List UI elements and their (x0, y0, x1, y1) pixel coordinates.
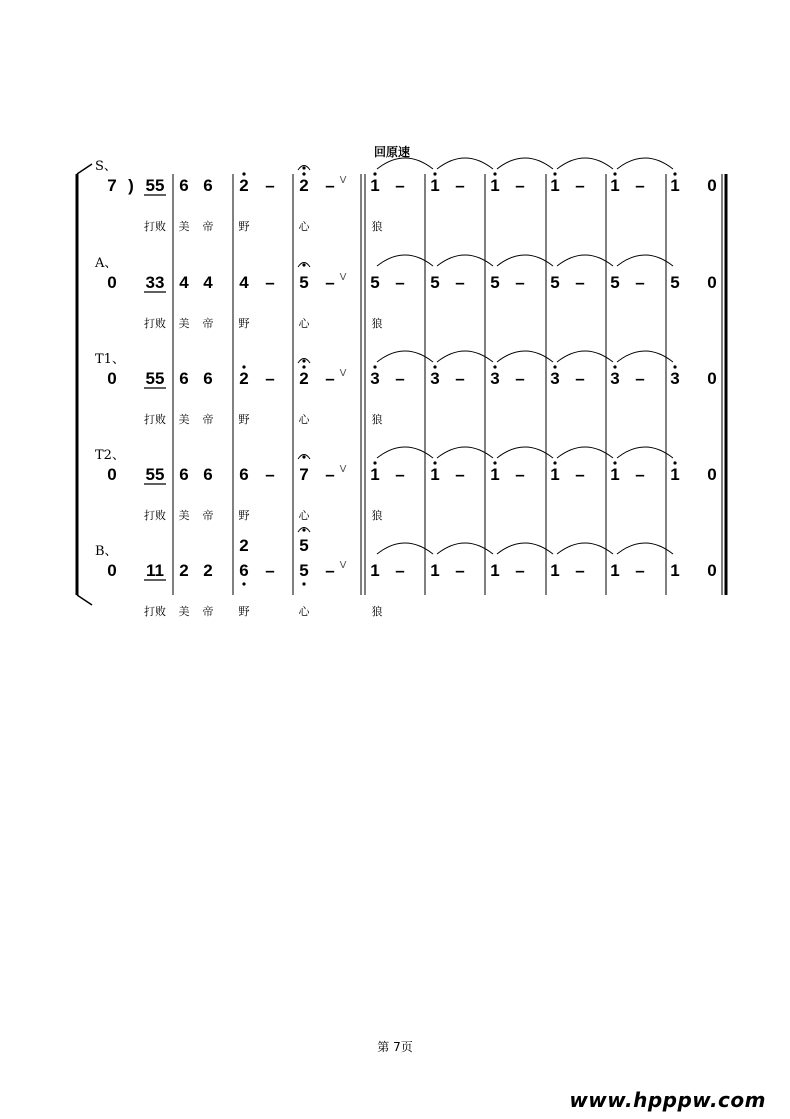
lyric-syllable: 野 (238, 317, 250, 330)
octave-dot (242, 582, 245, 585)
lyric-syllable: 狼 (371, 605, 383, 618)
held-note: 3 (670, 369, 680, 388)
held-note: 1 (490, 176, 500, 195)
held-note: 1 (550, 465, 560, 484)
fermata-dot (302, 528, 305, 531)
lyric-syllable: 心 (298, 509, 310, 522)
note: 11 (146, 561, 164, 580)
note: 6 (203, 465, 213, 484)
octave-dot (673, 365, 676, 368)
dash: – (455, 273, 465, 292)
dash: – (575, 176, 585, 195)
note: 6 (203, 369, 213, 388)
lyric-syllable: 野 (238, 413, 250, 426)
lyric-syllable: 帝 (202, 605, 214, 618)
held-note: 1 (430, 176, 440, 195)
tie-arc (617, 447, 673, 458)
pickup-note: 0 (107, 465, 117, 484)
held-note: 5 (610, 273, 620, 292)
note: 6 (179, 176, 189, 195)
tie-arc (497, 351, 553, 362)
octave-dot (553, 365, 556, 368)
breath-mark: V (339, 368, 347, 379)
held-note: 3 (490, 369, 500, 388)
dash: – (395, 561, 405, 580)
dash: – (325, 369, 335, 388)
held-note: 1 (370, 561, 380, 580)
lyric-syllable: 打败 (144, 509, 166, 522)
tie-arc (557, 447, 613, 458)
note: 7 (299, 465, 309, 484)
tie-arc (377, 158, 433, 169)
dash: – (635, 369, 645, 388)
lyric-syllable: 打败 (144, 413, 166, 426)
tie-arc (497, 255, 553, 266)
lyric-syllable: 帝 (202, 317, 214, 330)
note: 4 (179, 273, 189, 292)
octave-dot (302, 172, 305, 175)
lyric-syllable: 美 (178, 509, 190, 522)
held-note: 3 (430, 369, 440, 388)
breath-mark: V (339, 560, 347, 571)
note: 4 (203, 273, 213, 292)
note: 5 (299, 561, 309, 580)
dash: – (395, 176, 405, 195)
held-note: 3 (550, 369, 560, 388)
fermata-dot (302, 455, 305, 458)
note: 55 (145, 465, 165, 484)
note: 6 (239, 465, 249, 484)
held-note: 1 (610, 465, 620, 484)
lyric-syllable: 心 (298, 605, 310, 618)
held-note: 1 (490, 561, 500, 580)
tie-arc (497, 158, 553, 169)
held-note: 3 (610, 369, 620, 388)
tie-arc (617, 543, 673, 554)
octave-dot (553, 172, 556, 175)
note: 33 (145, 273, 165, 292)
breath-mark: V (339, 464, 347, 475)
lyric-syllable: 美 (178, 220, 190, 233)
dash: – (265, 561, 275, 580)
dash: – (455, 369, 465, 388)
octave-dot (493, 365, 496, 368)
tie-arc (557, 255, 613, 266)
held-note: 1 (670, 176, 680, 195)
pickup-paren: ) (128, 176, 134, 195)
pickup-note: 7 (107, 176, 117, 195)
octave-dot (433, 172, 436, 175)
breath-mark: V (339, 175, 347, 186)
tie-arc (437, 158, 493, 169)
tie-arc (497, 543, 553, 554)
note: 2 (299, 176, 309, 195)
octave-dot (302, 582, 305, 585)
part-label: T2、 (95, 448, 125, 463)
tempo-marking: 回原速 (373, 145, 411, 159)
held-note: 5 (370, 273, 380, 292)
dash: – (515, 273, 525, 292)
octave-dot (373, 365, 376, 368)
dash: – (635, 273, 645, 292)
held-note: 5 (670, 273, 680, 292)
dash: – (515, 176, 525, 195)
lyric-syllable: 美 (178, 413, 190, 426)
dash: – (325, 561, 335, 580)
octave-dot (433, 461, 436, 464)
dash: – (395, 273, 405, 292)
dash: – (395, 369, 405, 388)
lyric-syllable: 帝 (202, 220, 214, 233)
dash: – (635, 465, 645, 484)
note: 6 (203, 176, 213, 195)
note: 55 (145, 369, 165, 388)
note: 2 (299, 369, 309, 388)
note: 2 (203, 561, 213, 580)
lyric-syllable: 狼 (371, 317, 383, 330)
pickup-note: 0 (107, 561, 117, 580)
octave-dot (373, 461, 376, 464)
dash: – (325, 273, 335, 292)
page-number: 第 7页 (377, 1040, 413, 1054)
lyric-syllable: 狼 (371, 509, 383, 522)
score-system (77, 158, 726, 618)
held-note: 1 (550, 176, 560, 195)
pickup-note: 0 (107, 273, 117, 292)
note: 2 (239, 176, 249, 195)
held-note: 3 (370, 369, 380, 388)
dash: – (265, 465, 275, 484)
held-note: 1 (430, 465, 440, 484)
lyric-syllable: 打败 (144, 605, 166, 618)
chord-upper-note: 5 (299, 536, 309, 555)
octave-dot (613, 365, 616, 368)
octave-dot (493, 172, 496, 175)
breath-mark: V (339, 272, 347, 283)
rest-note: 0 (707, 176, 717, 195)
dash: – (265, 273, 275, 292)
pickup-note: 0 (107, 369, 117, 388)
dash: – (515, 561, 525, 580)
tie-arc (497, 447, 553, 458)
octave-dot (613, 461, 616, 464)
dash: – (635, 561, 645, 580)
bracket-top-hook (77, 164, 92, 174)
held-note: 1 (610, 176, 620, 195)
octave-dot (302, 365, 305, 368)
dash: – (265, 369, 275, 388)
dash: – (395, 465, 405, 484)
lyric-syllable: 野 (238, 509, 250, 522)
dash: – (575, 561, 585, 580)
part-label: A、 (95, 256, 118, 271)
lyric-syllable: 打败 (144, 317, 166, 330)
dash: – (455, 176, 465, 195)
tie-arc (617, 158, 673, 169)
held-note: 1 (430, 561, 440, 580)
octave-dot (553, 461, 556, 464)
lyric-syllable: 心 (298, 413, 310, 426)
tie-arc (617, 255, 673, 266)
dash: – (575, 273, 585, 292)
lyric-syllable: 心 (298, 317, 310, 330)
tie-arc (557, 543, 613, 554)
dash: – (515, 465, 525, 484)
dash: – (575, 465, 585, 484)
part-label: S、 (95, 159, 117, 174)
chord-upper-note: 2 (239, 536, 249, 555)
note: 5 (299, 273, 309, 292)
lyric-syllable: 打败 (144, 220, 166, 233)
dash: – (325, 176, 335, 195)
dash: – (455, 561, 465, 580)
dash: – (265, 176, 275, 195)
held-note: 1 (550, 561, 560, 580)
octave-dot (433, 365, 436, 368)
tie-arc (617, 351, 673, 362)
lyric-syllable: 野 (238, 220, 250, 233)
dash: – (455, 465, 465, 484)
held-note: 1 (490, 465, 500, 484)
octave-dot (673, 172, 676, 175)
site-watermark: www.hpppw.com (569, 1088, 766, 1112)
held-note: 1 (370, 176, 380, 195)
rest-note: 0 (707, 273, 717, 292)
rest-note: 0 (707, 465, 717, 484)
octave-dot (493, 461, 496, 464)
held-note: 5 (550, 273, 560, 292)
rest-note: 0 (707, 561, 717, 580)
lyric-syllable: 美 (178, 317, 190, 330)
rest-note: 0 (707, 369, 717, 388)
note: 6 (179, 369, 189, 388)
held-note: 1 (670, 465, 680, 484)
dash: – (635, 176, 645, 195)
held-note: 5 (490, 273, 500, 292)
part-label: B、 (95, 544, 118, 559)
lyric-syllable: 狼 (371, 413, 383, 426)
lyric-syllable: 美 (178, 605, 190, 618)
held-note: 5 (430, 273, 440, 292)
fermata-dot (302, 359, 305, 362)
note: 2 (179, 561, 189, 580)
fermata-dot (302, 166, 305, 169)
part-label: T1、 (95, 352, 125, 367)
bracket-bottom-hook (77, 595, 92, 605)
note: 4 (239, 273, 249, 292)
note: 55 (145, 176, 165, 195)
octave-dot (373, 172, 376, 175)
note: 6 (239, 561, 249, 580)
dash: – (325, 465, 335, 484)
tie-arc (557, 158, 613, 169)
lyric-syllable: 狼 (371, 220, 383, 233)
held-note: 1 (370, 465, 380, 484)
lyric-syllable: 心 (298, 220, 310, 233)
note: 6 (179, 465, 189, 484)
dash: – (515, 369, 525, 388)
tie-arc (557, 351, 613, 362)
held-note: 1 (610, 561, 620, 580)
octave-dot (613, 172, 616, 175)
note: 2 (239, 369, 249, 388)
fermata-dot (302, 263, 305, 266)
octave-dot (242, 365, 245, 368)
lyric-syllable: 帝 (202, 413, 214, 426)
held-note: 1 (670, 561, 680, 580)
octave-dot (242, 172, 245, 175)
lyric-syllable: 野 (238, 605, 250, 618)
dash: – (575, 369, 585, 388)
octave-dot (673, 461, 676, 464)
lyric-syllable: 帝 (202, 509, 214, 522)
